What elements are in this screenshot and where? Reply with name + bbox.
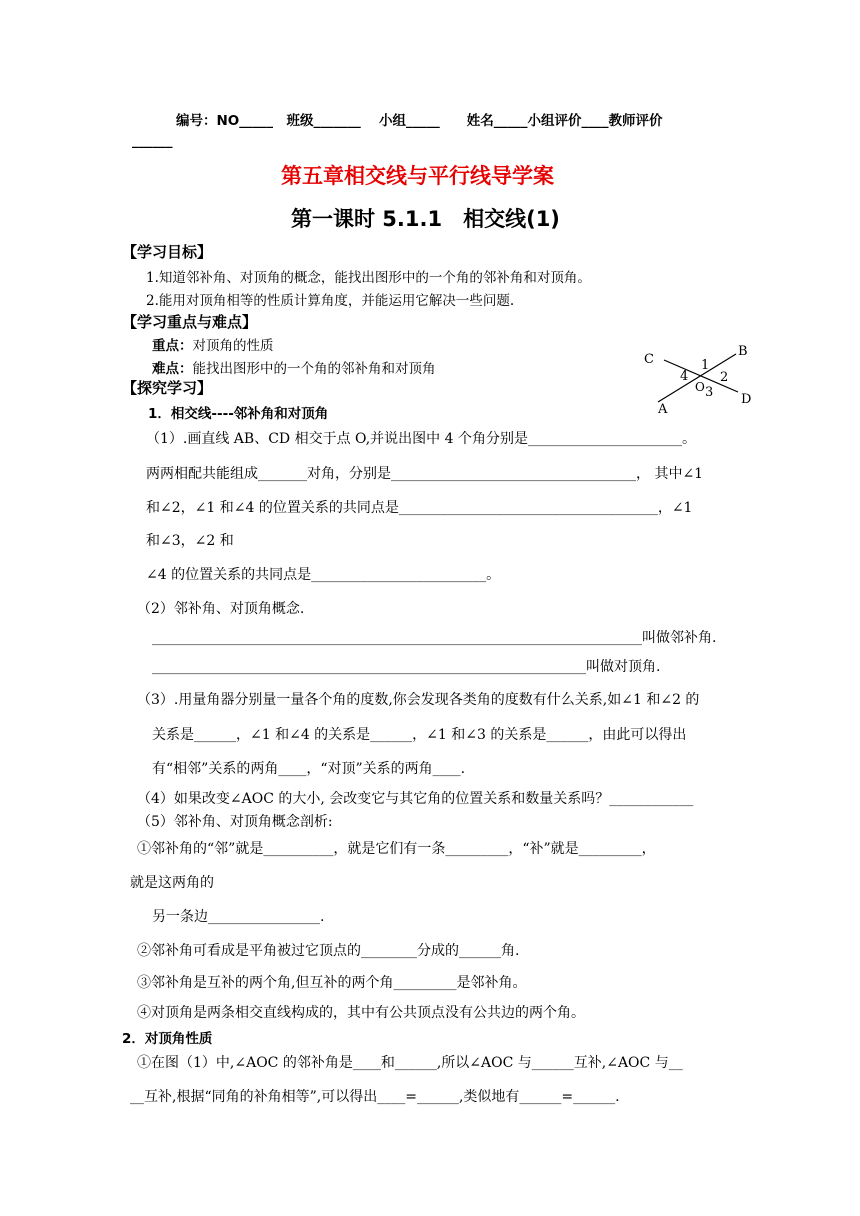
analysis-line: 就是这两角的: [130, 875, 214, 891]
intersecting-lines-figure: [640, 342, 760, 414]
key-points-heading: 【学习重点与难点】: [122, 313, 258, 331]
explore-heading: 【探究学习】: [122, 379, 213, 397]
angle-1-label: 1: [701, 358, 710, 373]
question-line: （4）如果改变∠AOC 的大小, 会改变它与其它角的位置关系和数量关系吗？____________: [137, 791, 694, 807]
goals-heading: 【学习目标】: [122, 243, 213, 261]
analysis-line: ②邻补角可看成是平角被过它顶点的________分成的______角.: [137, 943, 520, 959]
document-title: 第五章相交线与平行线导学案: [281, 164, 554, 188]
property-line: ①在图（1）中,∠AOC 的邻补角是____和______,所以∠AOC 与______互补,∠AOC 与__: [137, 1055, 683, 1071]
lesson-title: 第一课时 5.1.1 相交线(1): [291, 207, 560, 231]
question-line: （5）邻补角、对顶角概念剖析:: [137, 814, 333, 830]
goal-item: 2.能用对顶角相等的性质计算角度，并能运用它解决一些问题.: [146, 293, 515, 309]
label-a: A: [658, 402, 668, 414]
difficulty-text: 能找出图形中的一个角的邻补角和对顶角: [192, 361, 436, 377]
property-line: __互补,根据“同角的补角相等”,可以得出____=______,类似地有______=______.: [130, 1089, 620, 1105]
label-b: B: [738, 344, 748, 359]
analysis-line: ③邻补角是互补的两个角,但互补的两个角_________是邻补角。: [137, 975, 527, 991]
definition-line: ______________________________________________________________________叫做邻补角.: [152, 630, 717, 646]
goal-item: 1.知道邻补角、对顶角的概念，能找出图形中的一个角的邻补角和对顶角。: [146, 270, 591, 286]
focus-label: 重点：: [152, 338, 193, 354]
analysis-line: 另一条边________________.: [152, 909, 325, 925]
question-line: （3）.用量角器分别量一量各个角的度数,你会发现各类角的度数有什么关系,如∠1 和∠2 的: [137, 692, 700, 708]
analysis-line: ①邻补角的“邻”就是__________，就是它们有一条_________，“补”就是_________，: [137, 841, 656, 857]
difficulty-label: 难点：: [152, 361, 193, 377]
angle-3-label: 3: [705, 385, 714, 400]
label-o: O: [695, 380, 705, 394]
question-line: （1）.画直线 AB、CD 相交于点 O,并说出图中 4 个角分别是______________________。: [146, 431, 696, 447]
focus-line: [152, 334, 274, 354]
section-1-title: 1．相交线----邻补角和对顶角: [148, 406, 329, 422]
angle-2-label: 2: [720, 370, 729, 385]
difficulty-line: [152, 357, 436, 377]
question-line: 有“相邻”关系的两角____，“对顶”关系的两角____.: [152, 761, 466, 777]
focus-text: 对顶角的性质: [192, 338, 274, 354]
question-line: 关系是______，∠1 和∠4 的关系是______，∠1 和∠3 的关系是______，由此可以得出: [152, 727, 687, 743]
question-line: （2）邻补角、对顶角概念.: [137, 601, 305, 617]
section-2-title: 2．对顶角性质: [122, 1031, 213, 1047]
header-line-continued: ______: [132, 133, 173, 149]
label-c: C: [644, 352, 654, 367]
angle-4-label: 4: [680, 369, 689, 384]
question-line: 和∠2，∠1 和∠4 的位置关系的共同点是_____________________________________，∠1: [146, 500, 693, 516]
label-d: D: [741, 392, 752, 407]
analysis-line: ④对顶角是两条相交直线构成的，其中有公共顶点没有公共边的两个角。: [137, 1005, 585, 1021]
header-line: 编号：NO_____ 班级_______ 小组_____ 姓名_____小组评价____教师评价: [176, 113, 663, 129]
question-line: 两两相配共能组成_______对角，分别是___________________________________， 其中∠1: [146, 466, 704, 482]
definition-line: ______________________________________________________________叫做对顶角.: [152, 659, 661, 675]
question-line: ∠4 的位置关系的共同点是_________________________。: [146, 567, 501, 583]
question-line: 和∠3，∠2 和: [146, 533, 234, 549]
